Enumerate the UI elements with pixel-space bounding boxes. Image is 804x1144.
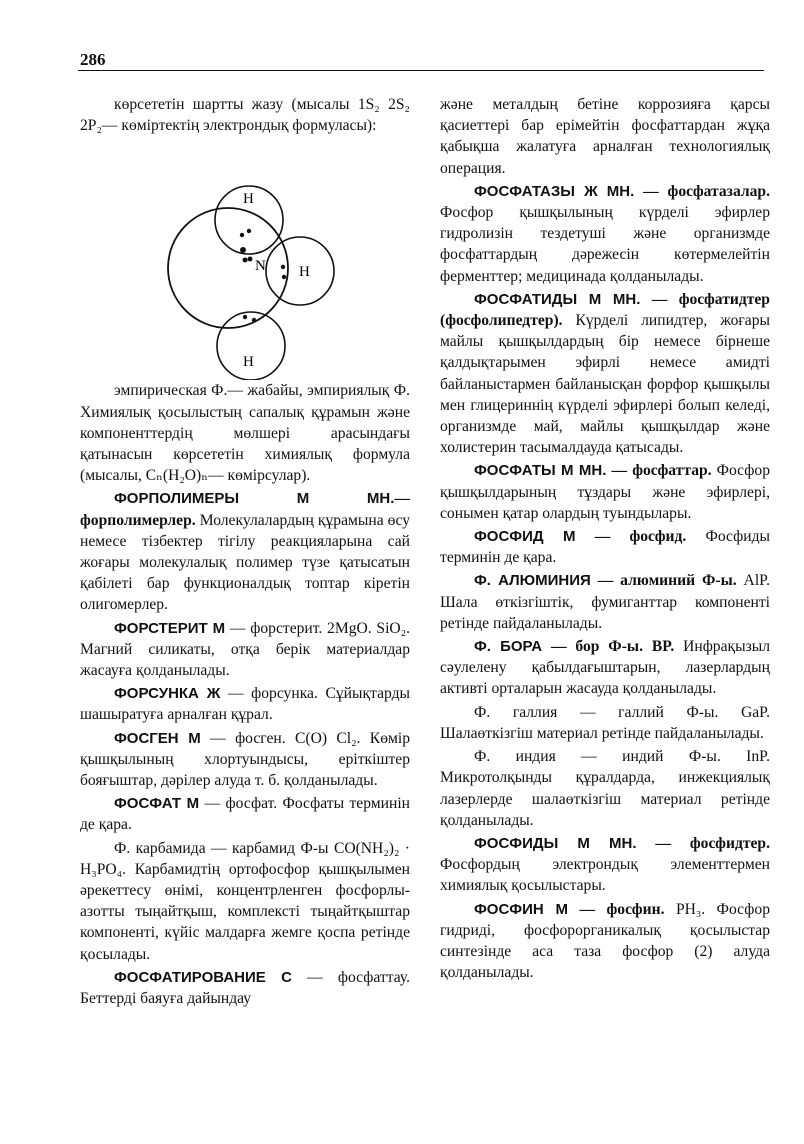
dictionary-entry [440, 460, 770, 524]
entry-translation: — бор Ф-ы. BP. [542, 638, 675, 656]
entry-translation: — фосфид. [575, 528, 687, 546]
entry-text: AlP. Шала өткізгіштік, фумиганттар компоненті ретінде пайдаланылады. [440, 572, 770, 632]
electron-dot [282, 275, 286, 279]
dictionary-subentry: Ф. галлия — галлий Ф-ы. GaP. Шалаөткізгіш материал ретінде пайдаланылады. [440, 703, 770, 742]
nitrogen-atom-circle [168, 208, 288, 328]
dictionary-entry [80, 683, 410, 725]
entry-text: — форсунка. Сұйықтарды шашыратуға арналған құрал. [80, 685, 410, 724]
entry-translation: — фосфаттар. [606, 462, 712, 480]
entry-text: — фосфат. Фосфаты терминін де қара. [80, 795, 410, 834]
entry-headword: ФОРСУНКА Ж [114, 685, 221, 703]
electron-dot [252, 318, 256, 322]
dictionary-entry [440, 899, 770, 984]
dictionary-entry [80, 618, 410, 682]
hydrogen-right-label: H [299, 264, 310, 281]
ammonia-electron-diagram-svg [150, 138, 350, 380]
entry-text: — форстерит. 2MgO. SiO₂. Магний силикаты, отқа берік материалдар жасауға қолданылады. [80, 619, 410, 680]
ammonia-electron-diagram [80, 138, 410, 380]
entry-headword: ФОСГЕН М [114, 729, 201, 747]
entry-text: Фосфиды терминін де қара. [440, 528, 770, 567]
electron-dot [243, 258, 248, 263]
dictionary-subentry: Ф. индия — индий Ф-ы. InP. Микротолқынды құралдарда, инжекциялық лазерлерде шалаөткізгіш материал ретінде қолданылады. [440, 748, 770, 829]
hydrogen-top-label: H [243, 191, 254, 208]
dictionary-entry [440, 181, 770, 287]
electron-dot [247, 229, 251, 233]
entry-text: Күрделі липидтер, жоғары майлы қышқылдардың бір немесе бірнеше қалдықтарымен эфирлі немесе амидті байланыстармен байланысқан форфор қышқылы мен глицериннің күрделі эфирлері болып келеді, организмде май, майлы қышқылдар және холистерин тасымалдауда қатысады. [440, 312, 770, 457]
entry-translation: — фосфатазалар. [634, 182, 770, 200]
dictionary-entry [440, 289, 770, 459]
entry-headword: ФОСФАТЫ М МН. [474, 462, 607, 480]
entry-text: — фосфаттау. Беттерді баяуға дайындау [80, 968, 410, 1008]
entry-text: Фосфор қышқылының күрделі эфирлер гидролизін тездетуші және организмде фосфаттардың дәрежесін көтермелейтін ферменттер; медицинада қолданылады. [440, 204, 770, 285]
dictionary-entry [80, 728, 410, 792]
dictionary-entry [80, 488, 410, 615]
entry-text: Молекулалардың құрамына өсу немесе тізбектер тігілу реакцияларына сай жоғары молекулалық полимер түзе қатысатын қабілеті бар функционалдық топтар кіретін олигомерлер. [80, 511, 410, 614]
entry-text: — фосген. C(O) Cl₂. Көмір қышқылының хлортуындысы, еріткіштер бояғыштар, дәрілер алуда т. б. қолданылады. [80, 729, 410, 790]
entry-translation: — алюминий Ф-ы. [590, 572, 737, 590]
electron-dot [248, 257, 253, 262]
dictionary-entry [440, 833, 770, 897]
dictionary-entry [440, 526, 770, 568]
dictionary-entry [80, 793, 410, 835]
hydrogen-bottom-label: H [243, 354, 254, 371]
entry-headword: ФОСФИД М [474, 528, 576, 546]
electron-dot [240, 233, 244, 237]
electron-dot [243, 315, 247, 319]
electron-dot [281, 265, 285, 269]
entry-headword: ФОСФИДЫ М МН. [474, 834, 637, 852]
entry-text: Фосфор қышқылдарының тұздары және эфирлері, сонымен қатар олардың туындылары. [440, 462, 770, 522]
entry-translation: — фосфин. [567, 900, 665, 918]
page-number: 286 [80, 50, 106, 69]
entry-headword: ФОСФАТИРОВАНИЕ С [114, 968, 293, 986]
paragraph: көрсететін шартты жазу (мысалы 1S₂ 2S₂ 2P₂— көміртектің электрондық формуласы): [80, 96, 410, 135]
entry-text: Фосфордың электрондық элементтермен химиялық қосылыстары. [440, 856, 770, 895]
nitrogen-label: N [255, 258, 266, 275]
entry-headword: ФОСФИН М [474, 900, 568, 918]
entry-headword: ФОСФАТ М [114, 795, 200, 813]
entry-translation: — форполимерлер. [80, 490, 410, 529]
entry-headword: ФОРСТЕРИТ М [114, 619, 226, 637]
entry-text: PH₃. Фосфор гидриді, фосфорорганикалық қосылыстар синтезінде аса таза фосфор (2) алуда қолданылады. [440, 900, 770, 982]
entry-headword: Ф. БОРА [474, 638, 543, 656]
left-column [80, 94, 410, 1011]
entry-translation: — фосфатидтер (фосфолипедтер). [440, 290, 770, 330]
dictionary-subentry: Ф. карбамида — карбамид Ф-ы CO(NH₂)₂ · H₃PO₄. Карбамидтің ортофосфор қышқылымен әрекеттесу өнімі, концентрленген фосфорлы-азотты тыңайтқыш, комплексті тыңайтқыштар компоненті, күйіс малдарға жемге қоспа ретінде қосылады. [80, 839, 410, 963]
paragraph: эмпирическая Ф.— жабайы, эмпириялық Ф. Химиялық қосылыстың сапалық құрамын және компоненттердің мөлшері арасындағы қатынасын көрсететін химиялық формула (мысалы, Cₙ(H₂O)ₙ— көмірсулар). [80, 382, 410, 485]
electron-dot [240, 247, 246, 253]
entry-headword: ФОРПОЛИМЕРЫ М МН. [114, 490, 395, 508]
paragraph: және металдың бетіне коррозияға қарсы қасиеттері бар ерімейтін фосфаттардан жұқа қабықша жалатуға арналған технологиялық операция. [440, 96, 770, 177]
header-rule [78, 70, 764, 71]
entry-translation: — фосфидтер. [636, 834, 770, 852]
dictionary-entry [440, 636, 770, 700]
entry-text: Инфрақызыл сәулелену қабылдағыштарын, лазерлардың активті орталарын жасауда қолданылады. [440, 638, 770, 698]
dictionary-entry [80, 967, 410, 1009]
entry-headword: Ф. АЛЮМИНИЯ [474, 572, 591, 590]
dictionary-entry [440, 570, 770, 634]
right-column [440, 94, 770, 985]
entry-headword: ФОСФАТИДЫ М МН. [474, 290, 641, 308]
entry-headword: ФОСФАТАЗЫ Ж МН. [474, 182, 635, 200]
